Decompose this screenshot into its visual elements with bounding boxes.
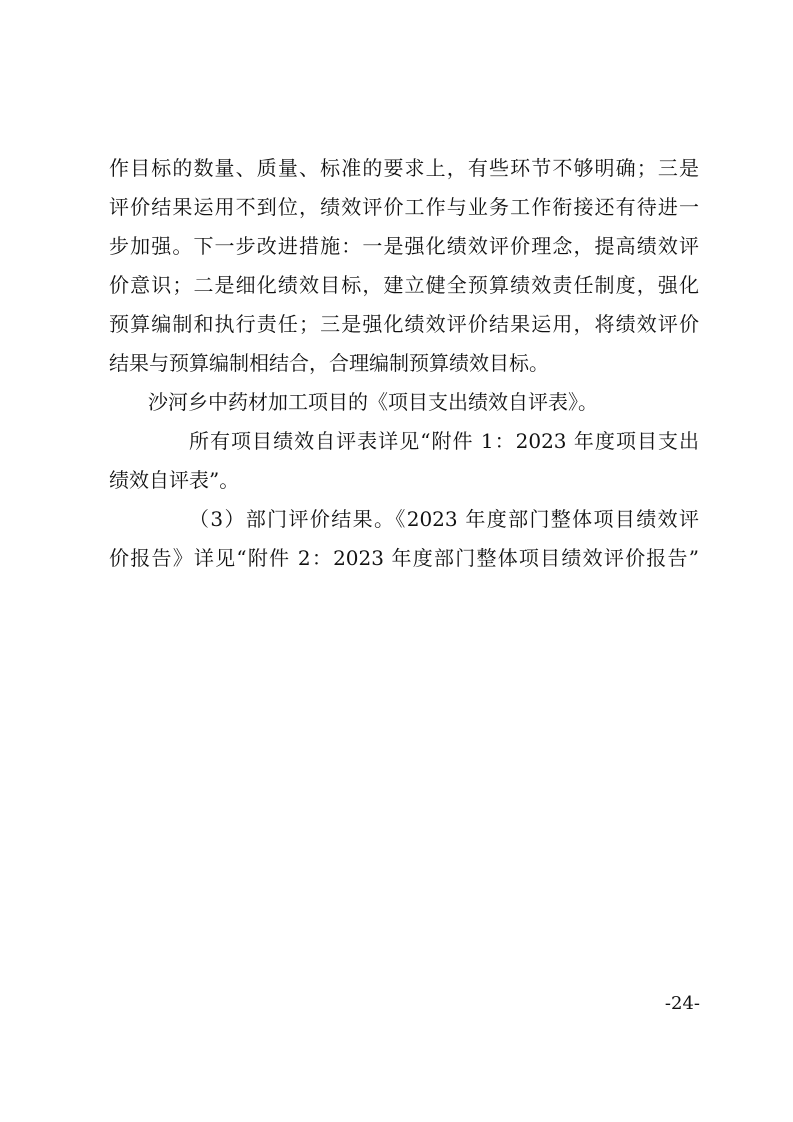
body-line: 结果与预算编制相结合，合理编制预算绩效目标。 <box>109 351 549 375</box>
body-line: 步加强。下一步改进措施：一是强化绩效评价理念，提高绩效评 <box>109 234 699 258</box>
page-number: -24- <box>664 993 700 1014</box>
body-line: 所有项目绩效自评表详见“附件 1：2023 年度项目支出 <box>189 429 699 453</box>
body-line: 预算编制和执行责任；三是强化绩效评价结果运用，将绩效评价 <box>109 312 699 336</box>
body-line: 价报告》详见“附件 2：2023 年度部门整体项目绩效评价报告” <box>109 546 699 570</box>
body-line: 绩效自评表”。 <box>109 468 240 492</box>
body-line: 沙河乡中药材加工项目的《项目支出绩效自评表》。 <box>148 390 598 414</box>
body-line: 价意识；二是细化绩效目标，建立健全预算绩效责任制度，强化 <box>109 273 699 297</box>
body-line: 作目标的数量、质量、标准的要求上，有些环节不够明确；三是 <box>109 156 699 180</box>
body-line: 评价结果运用不到位，绩效评价工作与业务工作衔接还有待进一 <box>109 195 699 219</box>
body-line: （3）部门评价结果。《2023 年度部门整体项目绩效评 <box>189 507 699 531</box>
